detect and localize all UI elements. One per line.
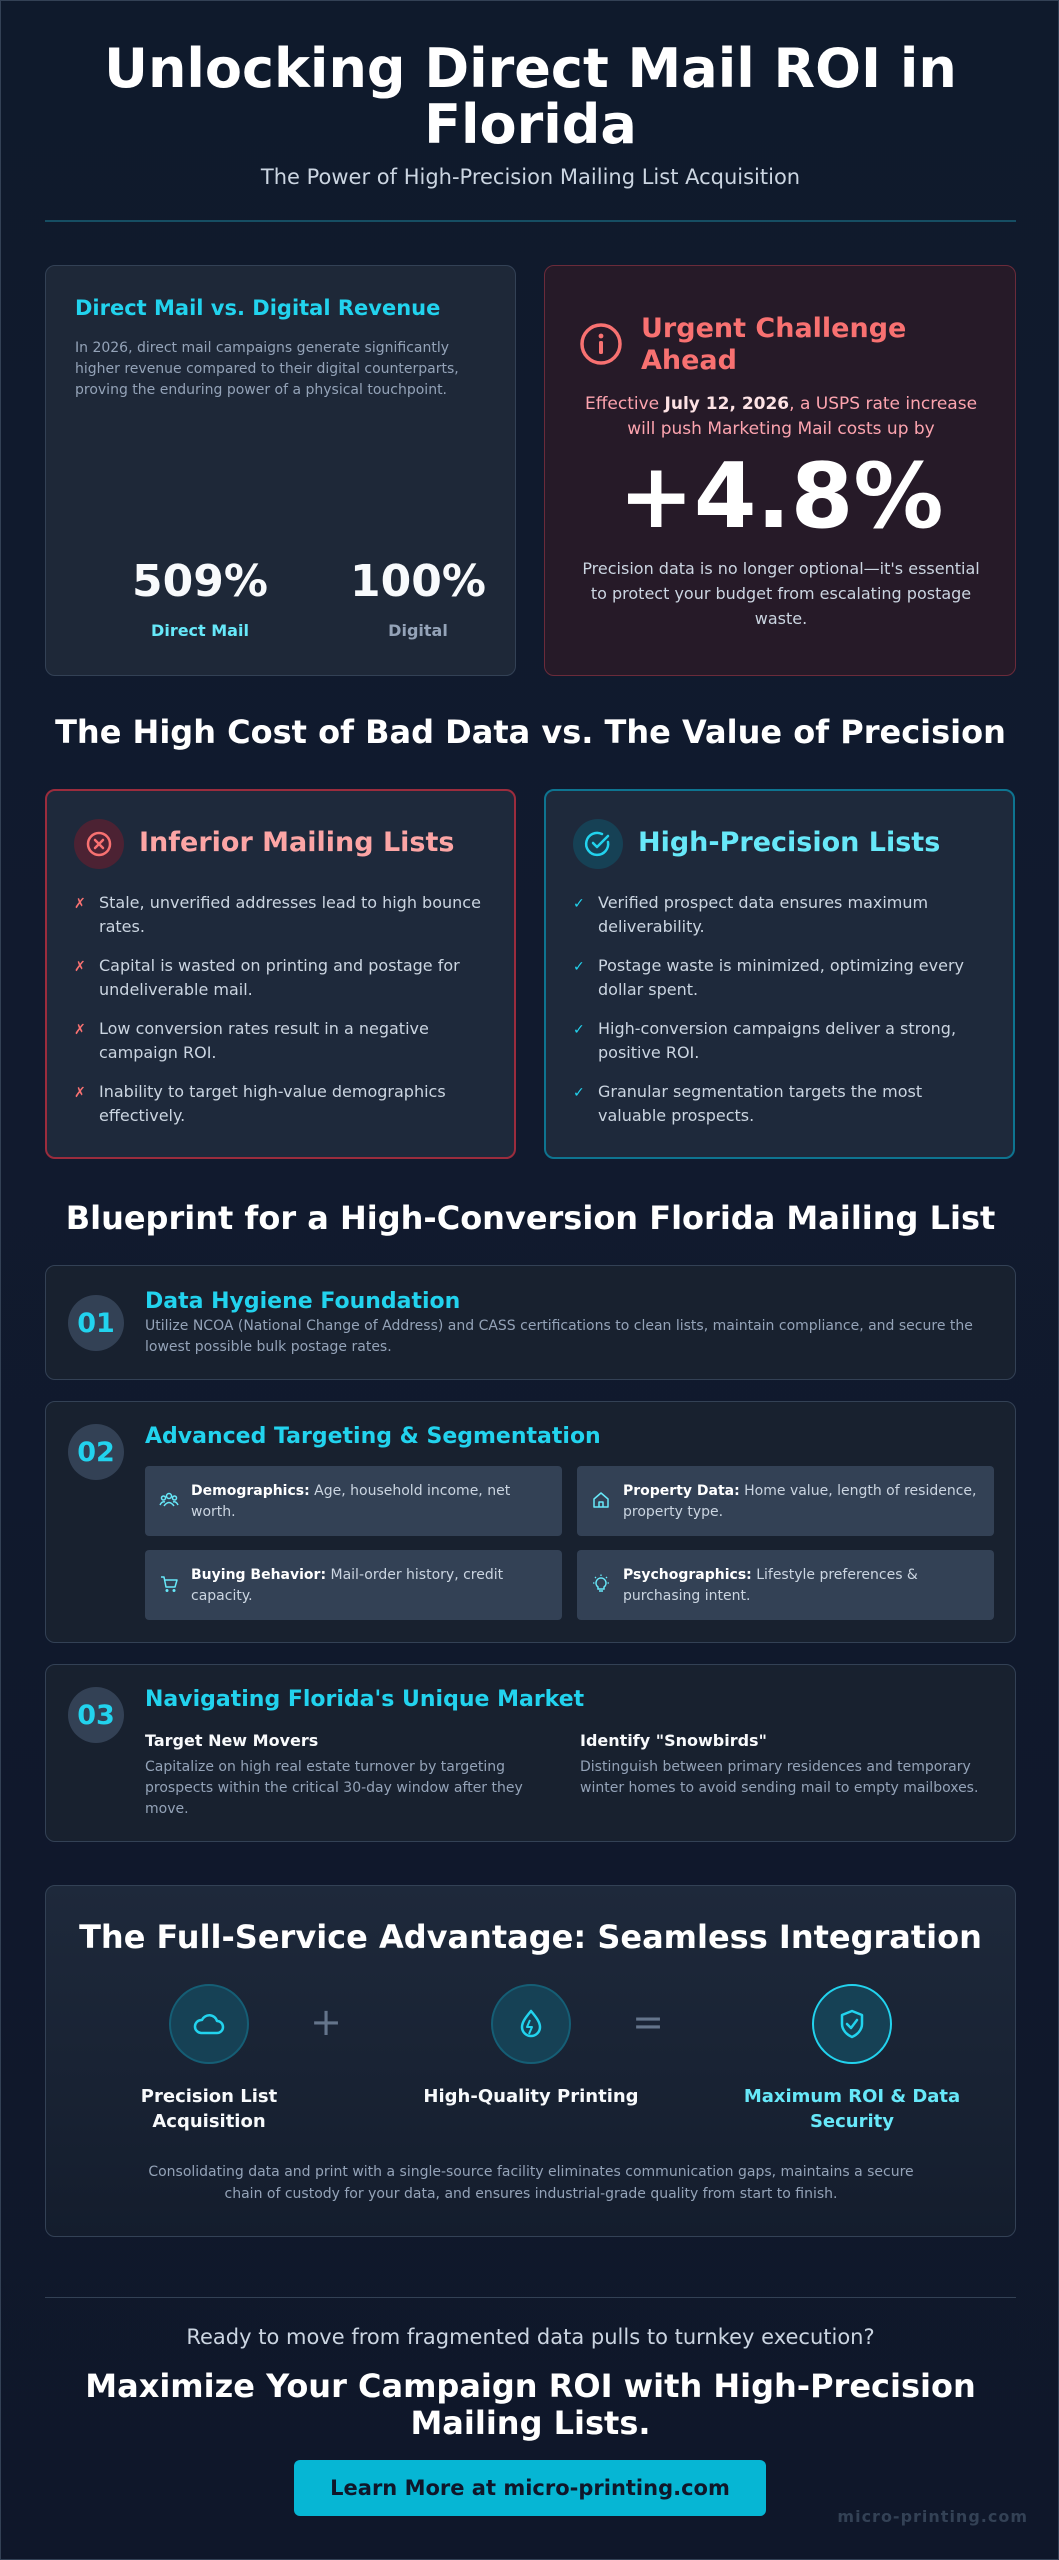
list-item: ✗ Stale, unverified addresses lead to high bounce rates. [74,893,481,936]
tile-psychographics [577,1550,994,1620]
page-title: Unlocking Direct Mail ROI in Florida [104,37,957,156]
x-circle-icon [74,819,124,869]
revenue-title: Direct Mail vs. Digital Revenue [75,296,441,320]
step-florida-market [45,1664,1016,1842]
list-item: ✓ Verified prospect data ensures maximum deliverability. [573,893,929,936]
step-targeting [45,1401,1016,1643]
list-item: ✓ Postage waste is minimized, optimizing every dollar spent. [573,956,965,999]
stat-label: Direct Mail [151,621,249,640]
home-icon [591,1490,611,1510]
stat-value: 509% [132,556,268,607]
inferior-list [74,891,494,1143]
advantage-footer: Consolidating data and print with a single-source facility eliminates communication gaps, maintains a secure chain of custody for your data, and ensures industrial-grade quality from start to finish. [148,2164,914,2202]
full-service-card [45,1885,1016,2237]
users-icon [159,1490,179,1510]
new-movers-heading: Target New Movers [145,1731,319,1750]
adv-label-result: Maximum ROI & Data Security [743,2086,961,2132]
revenue-description: In 2026, direct mail campaigns generate significantly higher revenue compared to their digital counterparts, proving the enduring power of a physical touchpoint. [75,340,459,398]
list-item: ✗ Inability to target high-value demographics effectively. [74,1082,446,1125]
new-movers-description: Capitalize on high real estate turnover by targeting prospects within the critical 30-day window after they move. [145,1759,523,1817]
list-item: ✗ Capital is wasted on printing and postage for undeliverable mail. [74,956,460,999]
tile-text: Buying Behavior: Mail-order history, credit capacity. [191,1567,504,1604]
lightbulb-icon [591,1574,611,1594]
tile-buying-behavior [145,1550,562,1620]
urgent-footer: Precision data is no longer optional—it's essential to protect your budget from escalating postage waste. [582,559,980,628]
stat-direct-mail [100,556,300,640]
plus-operator: + [310,2000,342,2044]
cloud-icon [169,1984,249,2064]
snowbirds-description: Distinguish between primary residences and temporary winter homes to avoid sending mail to empty mailboxes. [580,1759,979,1796]
check-circle-icon [573,819,623,869]
step-data-hygiene [45,1265,1016,1380]
inferior-lists-title: Inferior Mailing Lists [139,827,455,858]
list-item: ✓ High-conversion campaigns deliver a strong, positive ROI. [573,1019,957,1062]
step-description: Utilize NCOA (National Change of Address) and CASS certifications to clean lists, maintain compliance, and secure the lowest possible bulk postage rates. [145,1318,973,1355]
cta-title: Maximize Your Campaign ROI with High-Precision Mailing Lists. [85,2367,976,2442]
urgent-text: Effective July 12, 2026, a USPS rate increase will push Marketing Mail costs up by [584,394,978,439]
ink-drop-icon [491,1984,571,2064]
cart-icon [159,1574,179,1594]
snowbirds-heading: Identify "Snowbirds" [580,1731,767,1750]
cta-divider [45,2297,1016,2298]
list-item: ✗ Low conversion rates result in a negative campaign ROI. [74,1019,429,1062]
precision-lists-title: High-Precision Lists [638,827,941,858]
equals-operator: = [632,2000,664,2044]
adv-label-printing: High-Quality Printing [423,2086,639,2107]
advantage-title: The Full-Service Advantage: Seamless Integration [79,1918,982,1956]
step-title: Navigating Florida's Unique Market [145,1687,585,1712]
inferior-lists-card [45,789,516,1159]
step-number: 03 [68,1687,124,1743]
stat-label: Digital [388,621,448,640]
info-circle-icon [578,321,624,367]
urgent-date: July 12, 2026 [664,394,790,414]
cta-question: Ready to move from fragmented data pulls to turnkey execution? [186,2325,875,2349]
compare-section-title: The High Cost of Bad Data vs. The Value of Precision [55,713,1006,751]
brand-watermark: micro-printing.com [837,2507,1028,2526]
tile-property-data [577,1466,994,1536]
rate-increase-value: +4.8% [618,444,944,549]
step-title: Data Hygiene Foundation [145,1289,461,1314]
tile-demographics [145,1466,562,1536]
tile-text: Demographics: Age, household income, net worth. [191,1483,511,1520]
tile-text: Psychographics: Lifestyle preferences & purchasing intent. [623,1567,918,1604]
page-subtitle: The Power of High-Precision Mailing List Acquisition [260,165,801,189]
list-item: ✓ Granular segmentation targets the most valuable prospects. [573,1082,923,1125]
urgent-title: Urgent Challenge Ahead [641,313,907,376]
shield-check-icon [812,1984,892,2064]
precision-lists-card [544,789,1015,1159]
stat-value: 100% [350,556,486,607]
stat-digital [318,556,518,640]
header-divider [45,220,1016,222]
revenue-card [45,265,516,676]
adv-label-list: Precision List Acquisition [140,2086,278,2132]
precision-list [573,891,993,1143]
step-number: 01 [68,1295,124,1351]
blueprint-section-title: Blueprint for a High-Conversion Florida Mailing List [65,1199,996,1237]
tile-text: Property Data: Home value, length of residence, property type. [623,1483,977,1520]
learn-more-button[interactable]: Learn More at micro-printing.com [294,2460,766,2516]
urgent-card [544,265,1016,676]
step-number: 02 [68,1424,124,1480]
step-title: Advanced Targeting & Segmentation [145,1424,601,1449]
